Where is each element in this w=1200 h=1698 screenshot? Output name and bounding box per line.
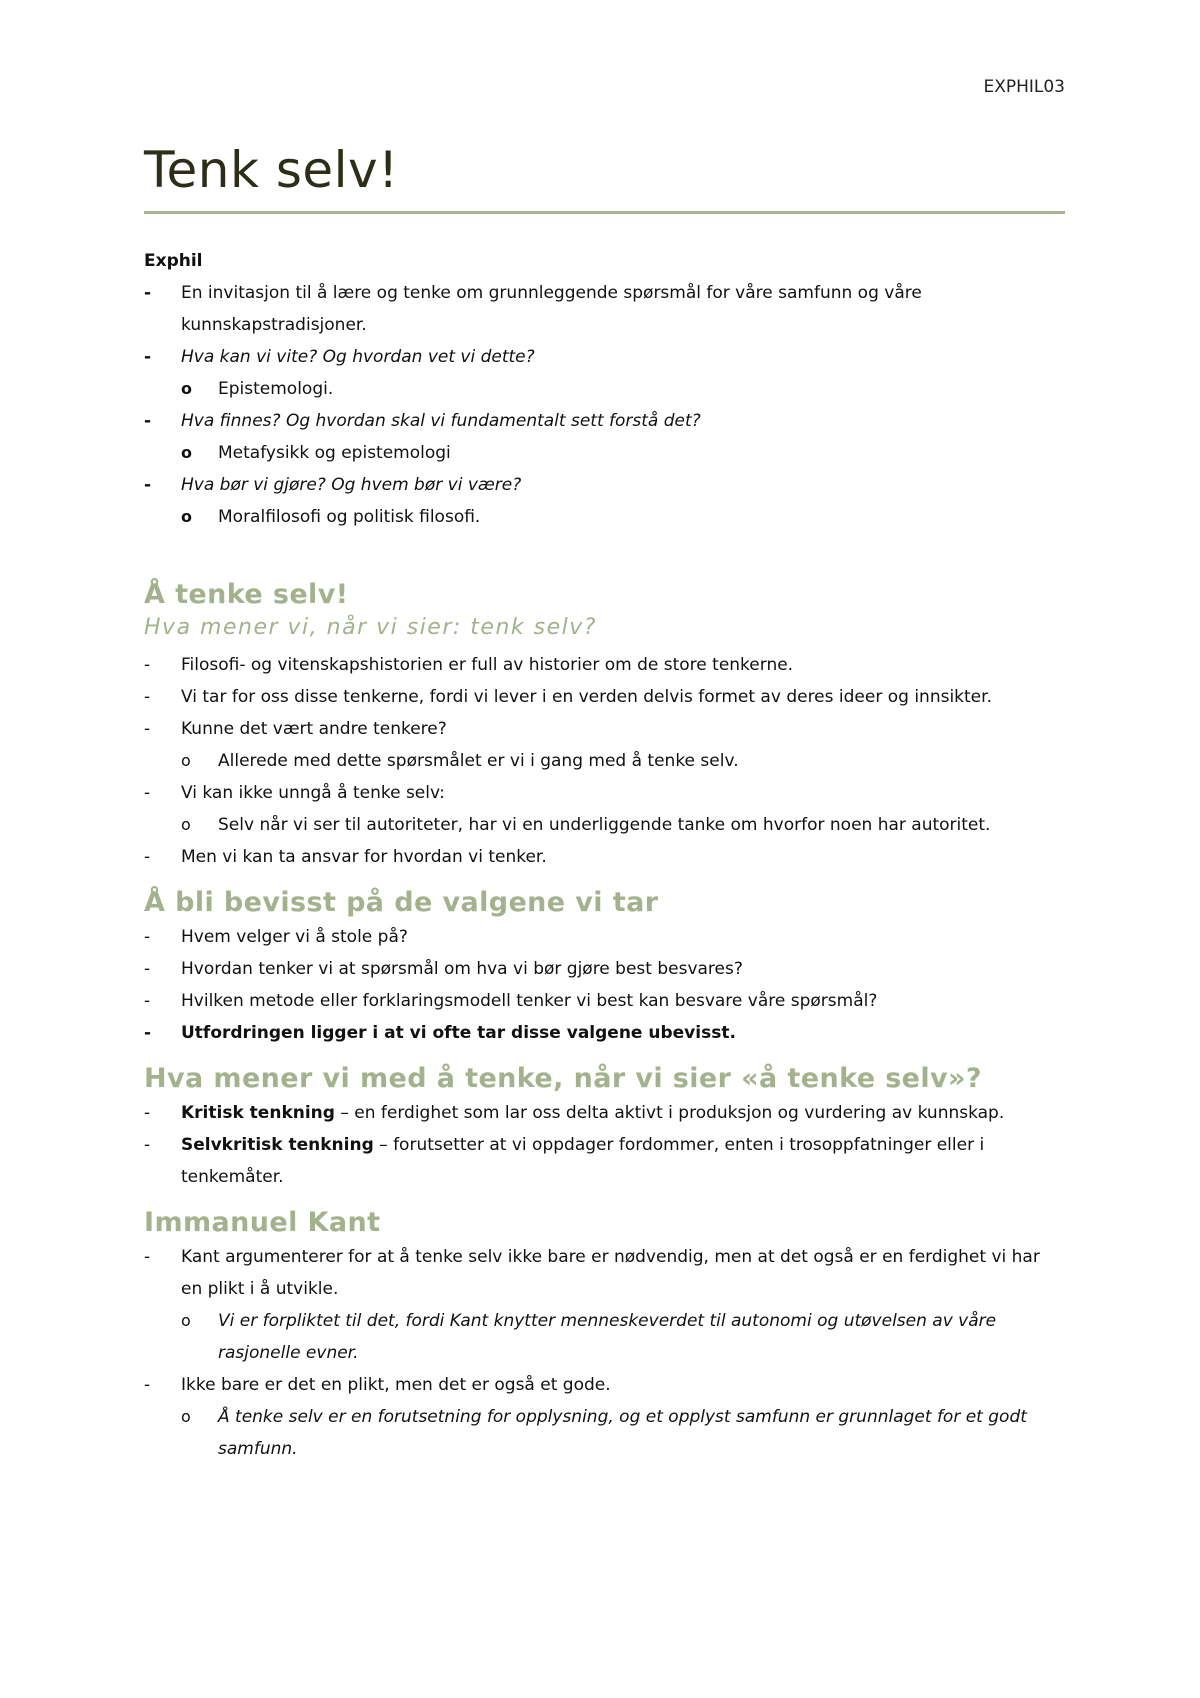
section-subtitle: Hva mener vi, når vi sier: tenk selv? (144, 615, 597, 640)
list-item-text: Hva kan vi vite? Og hvordan vet vi dette? (181, 347, 535, 367)
dash-bullet: - (144, 283, 152, 303)
list-item-text: Kant argumenterer for at å tenke selv ikke bare er nødvendig, men at det også er en ferdighet vi har en plikt i å utvikle. (181, 1247, 1040, 1299)
list-item (144, 985, 1065, 1017)
dash-bullet: - (144, 347, 152, 367)
term: Selvkritisk tenkning (181, 1135, 374, 1155)
sub-list-item (181, 501, 1065, 533)
dash-bullet: - (144, 991, 151, 1011)
dash-bullet: - (144, 847, 151, 867)
dash-bullet: - (144, 411, 152, 431)
list-item (144, 1369, 1065, 1465)
dash-bullet: - (144, 927, 151, 947)
section-list (144, 1097, 1065, 1193)
circle-bullet: o (181, 751, 191, 770)
section-list (144, 649, 1065, 873)
list-item-text: Vi kan ikke unngå å tenke selv: (181, 783, 445, 803)
list-item (144, 841, 1065, 873)
list-item (144, 953, 1065, 985)
list-item-text: En invitasjon til å lære og tenke om grunnleggende spørsmål for våre samfunn og våre kunnskapstradisjoner. (181, 283, 922, 335)
list-item-text: Hva finnes? Og hvordan skal vi fundamentalt sett forstå det? (181, 411, 701, 431)
list-item-text: Hvordan tenker vi at spørsmål om hva vi bør gjøre best besvares? (181, 959, 743, 979)
dash-bullet: - (144, 1375, 151, 1395)
document-body (144, 245, 1065, 1465)
sub-list-item (181, 1305, 1065, 1369)
list-item (144, 777, 1065, 841)
dash-bullet: - (144, 687, 151, 707)
sub-list-item-text: Allerede med dette spørsmålet er vi i gang med å tenke selv. (218, 751, 739, 771)
circle-bullet: o (181, 815, 191, 834)
list-item (144, 277, 1065, 341)
dash-bullet: - (144, 1023, 152, 1043)
list-item (144, 649, 1065, 681)
sub-list-item (181, 1401, 1065, 1465)
list-item-text: Filosofi- og vitenskapshistorien er full av historier om de store tenkerne. (181, 655, 794, 675)
dash-bullet: - (144, 475, 152, 495)
sub-list-item-text: Epistemologi. (218, 379, 334, 399)
sub-list-item (181, 745, 1065, 777)
list-item-text: Kunne det vært andre tenkere? (181, 719, 447, 739)
list-item (144, 1097, 1065, 1129)
list-item-text: Vi tar for oss disse tenkerne, fordi vi lever i en verden delvis formet av deres ideer og innsikter. (181, 687, 992, 707)
list-item-text: Hvilken metode eller forklaringsmodell tenker vi best kan besvare våre spørsmål? (181, 991, 878, 1011)
list-item (144, 1129, 1065, 1193)
circle-bullet: o (181, 1407, 191, 1426)
definition: – forutsetter at vi oppdager fordommer, enten i trosoppfatninger eller i tenkemåter. (181, 1135, 985, 1187)
document-title: Tenk selv! (144, 141, 399, 199)
list-item (144, 921, 1065, 953)
list-item-text: Ikke bare er det en plikt, men det er også et gode. (181, 1375, 611, 1395)
list-item (144, 1017, 1065, 1049)
dash-bullet: - (144, 959, 151, 979)
list-item (144, 1241, 1065, 1369)
definition: – en ferdighet som lar oss delta aktivt i produksjon og vurdering av kunnskap. (334, 1103, 1005, 1123)
dash-bullet: - (144, 719, 151, 739)
circle-bullet: o (181, 379, 192, 398)
list-item-text: Hvem velger vi å stole på? (181, 927, 408, 947)
sub-list-item (181, 809, 1065, 841)
term: Kritisk tenkning (181, 1103, 335, 1123)
list-item (144, 681, 1065, 713)
page-header-code: EXPHIL03 (983, 77, 1065, 97)
circle-bullet: o (181, 1311, 191, 1330)
sub-list-item-text: Vi er forpliktet til det, fordi Kant knytter menneskeverdet til autonomi og utøvelsen av våre rasjonelle evner. (218, 1311, 997, 1363)
list-item-text: Hva bør vi gjøre? Og hvem bør vi være? (181, 475, 522, 495)
section-list (144, 921, 1065, 1049)
section-list (144, 1241, 1065, 1465)
dash-bullet: - (144, 783, 151, 803)
title-underline (144, 211, 1065, 214)
list-item (144, 341, 1065, 405)
section-heading: Å bli bevisst på de valgene vi tar (144, 887, 659, 918)
dash-bullet: - (144, 1103, 151, 1123)
intro-label: Exphil (144, 251, 203, 271)
circle-bullet: o (181, 507, 192, 526)
sub-list-item-text: Å tenke selv er en forutsetning for opplysning, og et opplyst samfunn er grunnlaget for et godt samfunn. (218, 1407, 1027, 1459)
sub-list-item-text: Metafysikk og epistemologi (218, 443, 451, 463)
intro-list (144, 277, 1065, 533)
list-item-text: Utfordringen ligger i at vi ofte tar disse valgene ubevisst. (181, 1023, 736, 1043)
dash-bullet: - (144, 1135, 151, 1155)
list-item (144, 469, 1065, 533)
section-heading: Å tenke selv! (144, 579, 349, 610)
dash-bullet: - (144, 655, 151, 675)
sub-list-item (181, 373, 1065, 405)
section-heading: Immanuel Kant (144, 1207, 381, 1238)
list-item-text: Men vi kan ta ansvar for hvordan vi tenker. (181, 847, 547, 867)
sub-list-item-text: Selv når vi ser til autoriteter, har vi en underliggende tanke om hvorfor noen har autoritet. (218, 815, 991, 835)
circle-bullet: o (181, 443, 192, 462)
dash-bullet: - (144, 1247, 151, 1267)
section-heading: Hva mener vi med å tenke, når vi sier «å tenke selv»? (144, 1063, 982, 1094)
sub-list-item (181, 437, 1065, 469)
sub-list-item-text: Moralfilosofi og politisk filosofi. (218, 507, 481, 527)
list-item (144, 405, 1065, 469)
list-item (144, 713, 1065, 777)
